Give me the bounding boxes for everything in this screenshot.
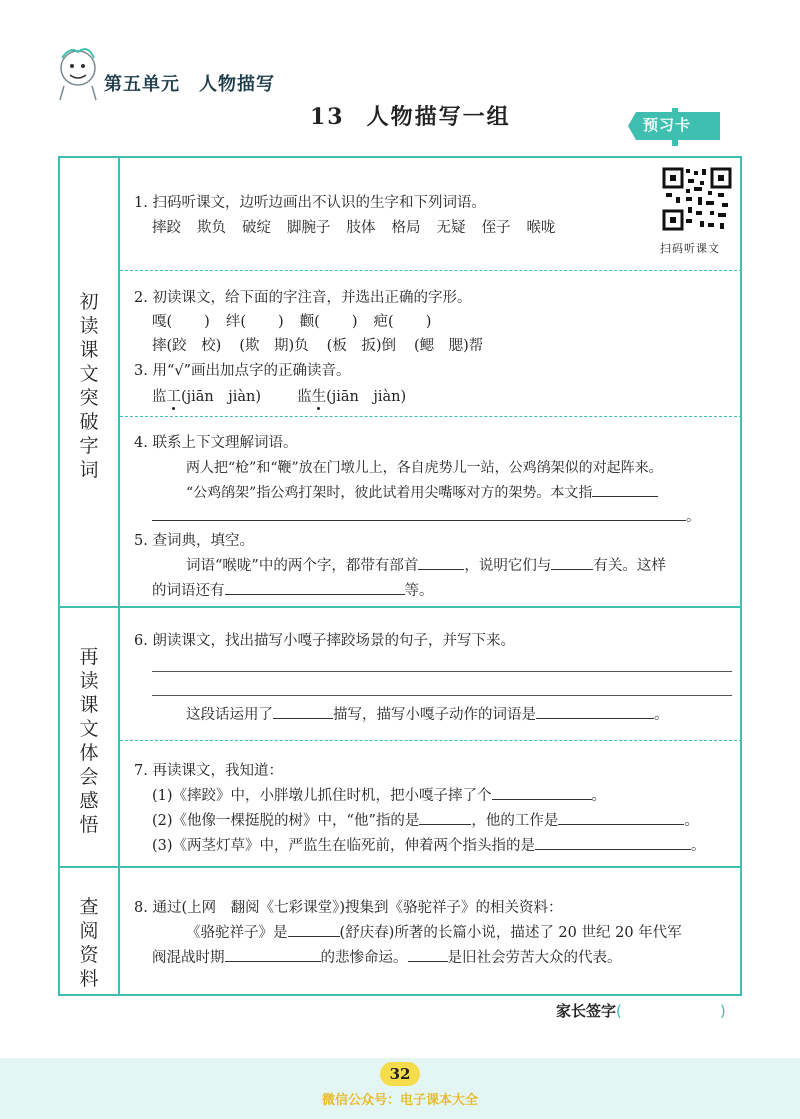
text: 这段话运用了 — [186, 707, 273, 723]
text: (舒庆春)所著的长篇小说，描述了 20 世纪 20 年代军 — [339, 925, 682, 941]
text: 描写，描写小嘎子动作的词语是 — [333, 707, 536, 723]
answer-blank[interactable] — [592, 482, 658, 497]
question-5-line2 — [152, 580, 434, 602]
text: (2)《他像一棵挺脱的树》中，“他”指的是 — [152, 813, 420, 829]
mascot-illustration — [50, 44, 106, 104]
answer-blank[interactable] — [273, 704, 333, 719]
signature-label: 家长签字 — [556, 1002, 617, 1020]
pinyin-choice[interactable]: (jiān jiàn) — [326, 389, 407, 405]
word: 脚腕子 — [287, 220, 331, 236]
question-7-prompt: 7. 再读课文，我知道： — [134, 763, 283, 779]
question-divider — [120, 416, 742, 418]
text: ，他的工作是 — [471, 813, 559, 829]
question-1-prompt: 1. 扫码听课文，边听边画出不认识的生字和下列词语。 — [134, 195, 486, 211]
pinyin-choice[interactable]: (jiān jiàn) — [181, 389, 262, 405]
question-4-prompt: 4. 联系上下文理解词语。 — [134, 435, 298, 451]
answer-blank[interactable] — [225, 580, 405, 595]
word: 肢体 — [346, 220, 376, 236]
text: 等。 — [404, 583, 434, 599]
char-blank-close: ) — [204, 314, 210, 330]
char-blank: 疤( — [373, 314, 394, 330]
choice[interactable]: (板 扳)倒 — [326, 338, 396, 354]
question-divider — [120, 270, 742, 272]
answer-blank[interactable] — [419, 810, 471, 825]
question-8-line2 — [152, 947, 622, 969]
text: 是旧社会劳苦大众的代表。 — [447, 950, 622, 966]
lesson-title — [310, 100, 511, 131]
text: 词语“喉咙”中的两个字，都带有部首 — [186, 558, 419, 574]
char-blank-close: ) — [351, 314, 358, 330]
answer-blank[interactable] — [288, 922, 340, 937]
end-mark: 。 — [691, 838, 706, 854]
word: 无疑 — [436, 220, 466, 236]
question-4-answer-line — [152, 506, 701, 528]
lesson-title-text: 人物描写一组 — [366, 104, 511, 130]
parent-signature[interactable] — [556, 1000, 726, 1021]
word: 摔跤 — [152, 220, 181, 236]
question-4-definition — [186, 482, 658, 504]
qr-label: 扫码听课文 — [660, 242, 720, 255]
word: 欺负 — [197, 220, 226, 236]
dotted-char: 工 — [166, 389, 181, 405]
question-5-prompt: 5. 查词典，填空。 — [134, 533, 254, 549]
end-mark: 。 — [686, 509, 701, 525]
question-3-items — [152, 386, 406, 408]
question-2-choices — [152, 335, 483, 357]
question-3-prompt: 3. 用“√”画出加点字的正确读音。 — [134, 363, 351, 379]
question-6-line — [186, 704, 669, 726]
choice[interactable]: 摔(跤 校) — [152, 338, 222, 354]
choice[interactable]: (鳃 腮)帮 — [413, 338, 484, 354]
answer-line[interactable] — [152, 670, 732, 672]
text: 的词语还有 — [152, 583, 225, 599]
section-label-second-reading: 再读课文 体会感悟 — [79, 646, 118, 836]
answer-blank[interactable] — [551, 555, 593, 570]
section-label-first-reading: 初读课文 突破字词 — [79, 291, 118, 481]
answer-blank[interactable] — [225, 947, 321, 962]
char-blank: 嘎( — [152, 314, 173, 330]
question-7-item3 — [152, 835, 706, 857]
section-label-research: 查阅资料 — [79, 896, 99, 990]
section-divider — [58, 866, 742, 868]
question-4-passage: 两人把“枪”和“鞭”放在门墩儿上，各自虎势儿一站，公鸡鹐架似的对起阵来。 — [186, 460, 663, 476]
question-1-words — [152, 217, 556, 239]
text: 《骆驼祥子》是 — [186, 925, 288, 941]
page-number: 32 — [380, 1062, 420, 1086]
lesson-number: 13 — [310, 104, 345, 130]
wechat-footer: 微信公众号：电子课本大全 — [321, 1093, 478, 1108]
unit-title: 第五单元 人物描写 — [104, 74, 275, 95]
end-mark: 。 — [654, 707, 669, 723]
answer-blank[interactable] — [418, 555, 464, 570]
question-5-line1 — [186, 555, 666, 577]
text: (3)《两茎灯草》中，严监生在临死前，伸着两个指头指的是 — [152, 838, 536, 854]
end-mark: 。 — [684, 813, 699, 829]
answer-blank[interactable] — [492, 785, 592, 800]
question-divider — [120, 740, 742, 742]
question-7-item1 — [152, 785, 606, 807]
text: 阀混战时期 — [152, 950, 225, 966]
section-divider — [58, 606, 742, 608]
answer-blank[interactable] — [535, 835, 691, 850]
paren-close: ) — [719, 1002, 726, 1020]
char-blank-close: ) — [278, 314, 284, 330]
word: 侄子 — [481, 220, 511, 236]
paren-open: ( — [616, 1002, 622, 1020]
text: (1)《摔跤》中，小胖墩儿抓住时机，把小嘎子摔了个 — [152, 788, 492, 804]
char-blank: 绊( — [225, 314, 247, 330]
question-2-chars — [152, 311, 431, 333]
answer-blank[interactable] — [408, 947, 448, 962]
char-blank: 颧( — [299, 314, 320, 330]
question-6-prompt: 6. 朗读课文，找出描写小嘎子摔跤场景的句子，并写下来。 — [134, 633, 515, 649]
text: 有关。这样 — [593, 558, 666, 574]
answer-blank[interactable] — [558, 810, 684, 825]
question-8-line1 — [186, 922, 682, 944]
qr-code[interactable] — [662, 167, 732, 231]
badge-label: 预习卡 — [643, 116, 692, 134]
answer-blank[interactable] — [536, 704, 654, 719]
text: ，说明它们与 — [464, 558, 552, 574]
answer-blank[interactable] — [152, 506, 686, 521]
word: 破绽 — [242, 220, 271, 236]
answer-line[interactable] — [152, 694, 732, 696]
definition-text: “公鸡鹐架”指公鸡打架时，彼此试着用尖嘴啄对方的架势。本文指 — [186, 485, 593, 501]
choice[interactable]: (欺 期)负 — [239, 338, 309, 354]
char-blank-close: ) — [425, 314, 432, 330]
question-2-prompt: 2. 初读课文，给下面的字注音，并选出正确的字形。 — [134, 290, 472, 306]
end-mark: 。 — [591, 788, 607, 804]
char: 监 — [297, 389, 312, 405]
word: 喉咙 — [526, 220, 556, 236]
question-7-item2 — [152, 810, 699, 832]
text: 的悲惨命运。 — [320, 950, 408, 966]
question-8-prompt: 8. 通过(上网 翻阅《七彩课堂》)搜集到《骆驼祥子》的相关资料： — [134, 900, 563, 916]
word: 格局 — [391, 220, 421, 236]
char: 监 — [152, 389, 167, 405]
dotted-char: 生 — [311, 389, 327, 405]
